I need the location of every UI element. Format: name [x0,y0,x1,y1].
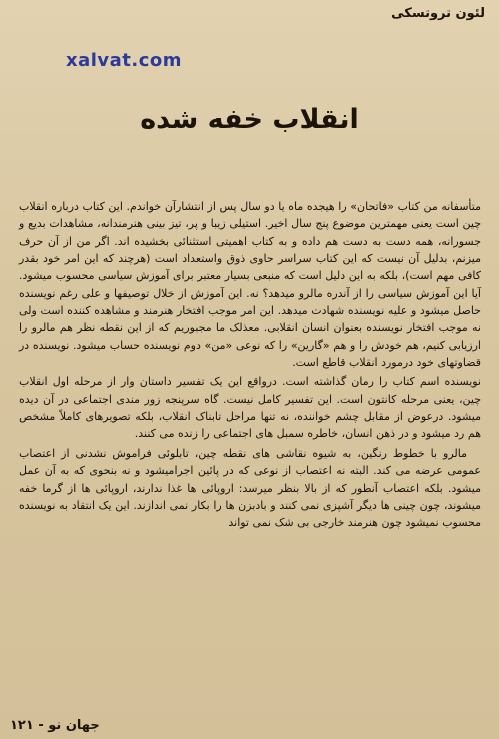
running-head-author: لئون تروتسکی [391,6,485,21]
watermark: xalvat.com [66,50,183,71]
article-body [19,198,481,532]
article-title: انقلاب خفه شده [140,104,359,135]
paragraph: مالرو با خطوط رنگین، به شیوه نقاشی های نقطه چین، تابلوئی فراموش نشدنی از اعتصاب عمومی عرضه می کند. البته نه اعتصاب از نوعی که در پائین اجرامیشود و نه بنحوی که به آن عمل میشود. بلکه اعتصاب آنطور که از بالا بنظر میرسد: اروپائی ها غذا ندارند، اروپائی ها از گرما خفه میشوند، چون چینی ها دیگر آشپزی نمی کنند و بادبزن ها را بکار نمی اندازند. این یک انتقاد به نویسنده محسوب نمیشود چون هنرمند خارجی بی شک نمی تواند [19,446,481,530]
paragraph: نویسنده اسم کتاب را رمان گذاشته است. درواقع این یک تفسیر داستان وار از مرحله اول انقلاب چین، یعنی مرحله کانتون است. این تفسیر کامل نیست. گاه سرپنجه زور مندی اجتماعی در آن دیده میشود. درعوض از مقابل چشم خواننده، نه تنها مراحل تابناک انقلاب، بلکه تصویرهای کاملاً مشخص هم رد میشود و در ذهن انسان، خاطره سمبل های اجتماعی را زنده می کنند. [19,375,481,441]
page-footer: جهان نو - ۱۲۱ [10,718,100,733]
paragraph: متأسفانه من کتاب «فاتحان» را هیجده ماه یا دو سال پس از انتشارآن خواندم. این کتاب درباره انقلاب چین است یعنی مهمترین موضوع پنج سال اخیر. استیلی زیبا و پر، تیز بینی هنرمندانه، مشاهدات بدیع و جسورانه، همه دست به دست هم داده و به کتاب اهمیتی استثنائی بخشیده اند. اگر من از آن حرف میزنم، بدلیل آن نیست که این کتاب سراسر حاوی ذوق واستعداد است (هرچند که این امر خود بقدر کافی مهم است)، بلکه به این دلیل است که منبعی بسیار معتبر برای آموزش سیاسی محسوب میشود. آیا این آموزش سیاسی را از آندره مالرو میدهد؟ نه. این آموزش از خلال توصیفها و علی رغم نویسنده حاصل میشود و علیه نویسنده شهادت میدهد. این امر موجب افتخار هنرمند و مشاهده کننده است ولی نه موجب افتخار نویسنده بعنوان انسان انقلابی. معذلک ما مجبوریم که از این نقطه نظر هم مالرو را ارزیابی کنیم، هم خودش را و هم «گارین» را که نوعی «من» دوم نویسنده حساب میشود. نویسنده در قضاوتهای خود درمورد انقلاب قاطع است. [19,200,481,370]
